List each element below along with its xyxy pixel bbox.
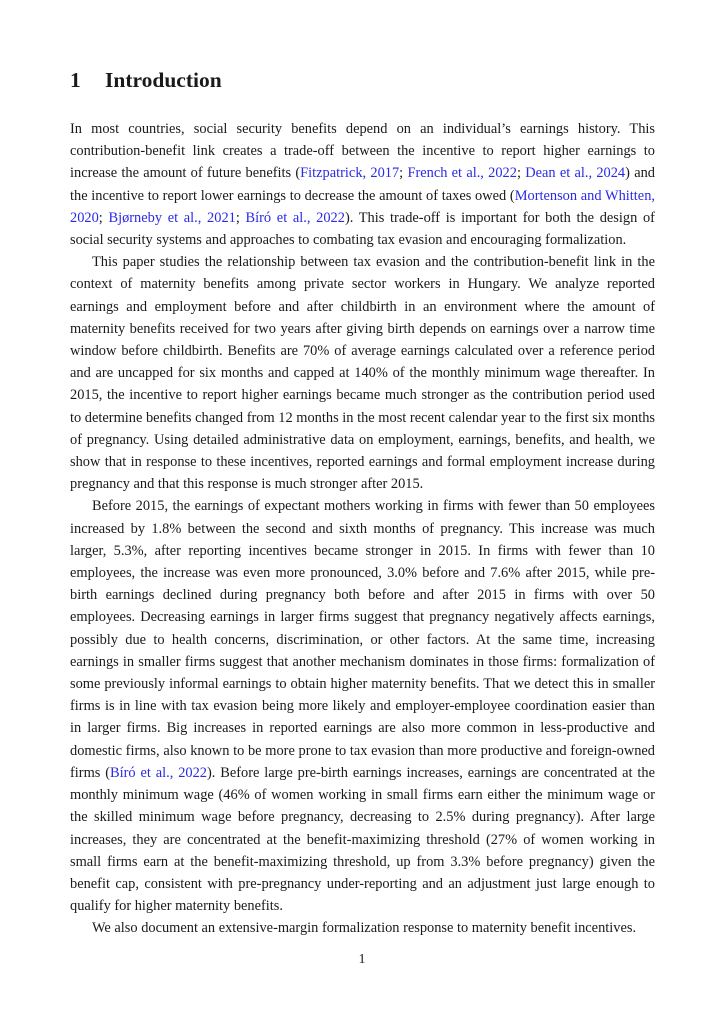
citation-link[interactable]: Fitzpatrick, 2017: [300, 165, 400, 182]
citation-link[interactable]: Bíró et al., 2022: [110, 764, 207, 781]
paragraph: [70, 917, 655, 939]
citation-link[interactable]: French et al., 2022: [407, 165, 517, 182]
paper-page: [70, 62, 655, 940]
paragraph-text: ;: [516, 165, 526, 182]
paragraph: [70, 495, 655, 917]
paragraph-text: ;: [98, 209, 109, 226]
paragraph-text: ). Before large pre-birth earnings increases, earnings are concentrated at the monthly minimum wage (46% of women working in small firms earn either the minimum wage or the skilled minimum wage before pregnancy, decreasing to 2.5% during pregnancy). After large increases, they are concentrated at the benefit-maximizing threshold (27% of women working in small firms earn at the benefit-maximizing threshold, up from 3.3% before pregnancy) given the benefit cap, consistent with pre-pregnancy under-reporting and an adjustment just large enough to qualify for higher maternity benefits.: [70, 764, 655, 915]
citation-link[interactable]: Bjørneby et al., 2021: [108, 209, 236, 226]
paragraph-text: ;: [235, 209, 246, 226]
section-number: 1: [70, 68, 81, 92]
body-text: [70, 118, 655, 940]
paragraph-text: ). This trade-off is important for both the design of social security systems and approaches to combating tax evasion and encouraging formalization.: [70, 209, 655, 249]
page-number: 1: [358, 952, 366, 967]
paragraph-text: We also document an extensive-margin formalization response to maternity benefit incentives.: [92, 920, 637, 937]
paragraph-text: In most countries, social security benefits depend on an individual’s earnings history. This contribution-benefit link creates a trade-off between the incentive to report higher earnings to increase the amount of future benefits (: [70, 121, 655, 182]
paragraph-text: ;: [399, 165, 408, 182]
paragraph-text: ) and the incentive to report lower earnings to decrease the amount of taxes owed (: [70, 165, 655, 204]
paragraph-text: Before 2015, the earnings of expectant mothers working in firms with fewer than 50 employees increased by 1.8% between the second and sixth months of pregnancy. This increase was much larger, 5.3%, after reporting incentives became stronger in 2015. In firms with fewer than 10 employees, the increase was even more pronounced, 3.0% before and 7.6% after 2015, while pre-birth earnings declined during pregnancy both before and after 2015 in firms with over 50 employees. Decreasing earnings in larger firms suggest that pregnancy negatively affects earnings, possibly due to health concerns, discrimination, or other factors. At the same time, increasing earnings in smaller firms suggest that another mechanism dominates in those firms: formalization of some previously informal earnings to obtain higher maternity benefits. That we detect this in smaller firms is in line with tax evasion being more likely and employer-employee coordination easier than in larger firms. Big increases in reported earnings are also more common in less-productive and domestic firms, also known to be more prone to tax evasion than more productive and foreign-owned firms (: [70, 498, 655, 781]
section-title: Introduction: [105, 68, 222, 92]
paragraph: [70, 251, 655, 495]
paragraph: [70, 118, 655, 251]
paragraph-text: This paper studies the relationship between tax evasion and the contribution-benefit link in the context of maternity benefits among private sector workers in Hungary. We analyze reported earnings and employment before and after childbirth in an environment where the amount of maternity benefits received for two years after giving birth depends on earnings over a narrow time window before childbirth. Benefits are 70% of average earnings calculated over a reference period and are uncapped for six months and capped at 140% of the monthly minimum wage thereafter. In 2015, the incentive to report higher earnings became much stronger as the contribution period used to determine benefits changed from 12 months in the most recent calendar year to the first six months of pregnancy. Using detailed administrative data on employment, earnings, benefits, and health, we show that in response to these incentives, reported earnings and formal employment increase during pregnancy and that this response is much stronger after 2015.: [70, 254, 655, 493]
citation-link[interactable]: Bíró et al., 2022: [245, 209, 345, 226]
citation-link[interactable]: Dean et al., 2024: [525, 165, 626, 182]
citation-link[interactable]: Mortenson and Whitten, 2020: [70, 187, 655, 226]
section-heading: [70, 62, 655, 98]
